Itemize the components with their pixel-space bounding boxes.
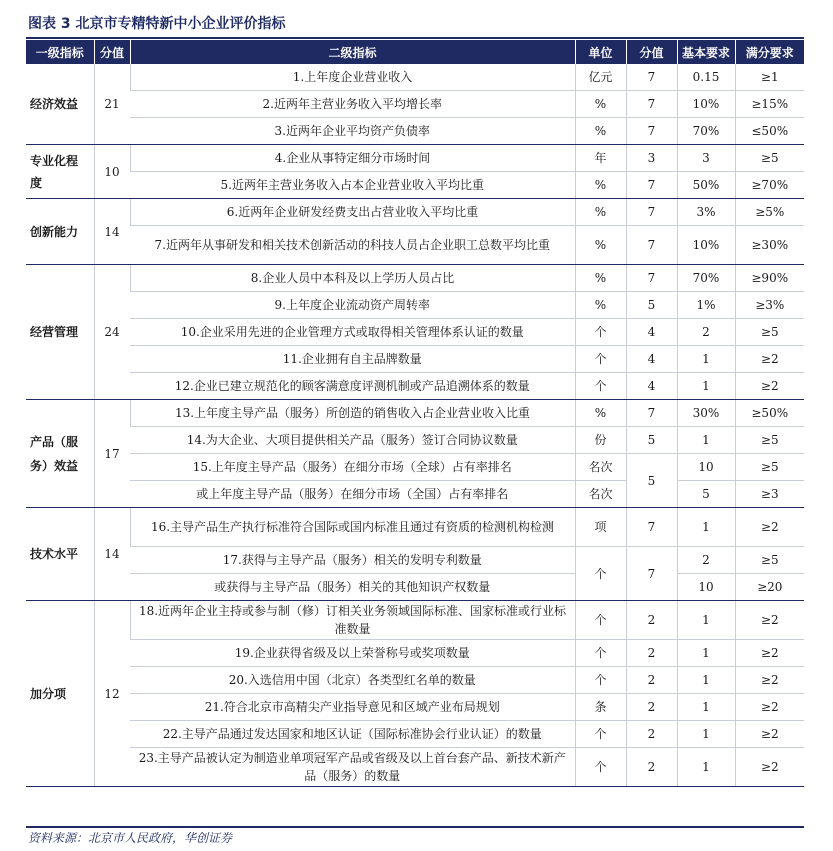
full: ≥70% — [735, 172, 804, 199]
basic: 0.15 — [677, 64, 735, 91]
full: ≥2 — [735, 694, 804, 721]
table-row — [26, 481, 804, 508]
table-row — [26, 319, 804, 346]
basic: 1 — [677, 427, 735, 454]
basic: 3% — [677, 199, 735, 226]
indicator: 23.主导产品被认定为制造业单项冠军产品或省级及以上首台套产品、新技术新产品（服务）的数量 — [130, 748, 575, 787]
table-row — [26, 292, 804, 319]
score: 5 — [626, 454, 677, 508]
table-row — [26, 400, 804, 427]
full: ≥2 — [735, 667, 804, 694]
score: 5 — [626, 427, 677, 454]
group-name: 产品（服务）效益 — [26, 400, 94, 508]
score: 2 — [626, 694, 677, 721]
indicator: 12.企业已建立规范化的顾客满意度评测机制或产品追溯体系的数量 — [130, 373, 575, 400]
indicator: 7.近两年从事研发和相关技术创新活动的科技人员占企业职工总数平均比重 — [130, 226, 575, 265]
indicator: 11.企业拥有自主品牌数量 — [130, 346, 575, 373]
bottom-divider — [26, 826, 804, 828]
unit: 个 — [575, 601, 626, 640]
basic: 5 — [677, 481, 735, 508]
unit: 个 — [575, 319, 626, 346]
basic: 30% — [677, 400, 735, 427]
full: ≥5 — [735, 547, 804, 574]
group-name: 加分项 — [26, 601, 94, 787]
indicator: 9.上年度企业流动资产周转率 — [130, 292, 575, 319]
table-row — [26, 508, 804, 547]
unit: 名次 — [575, 481, 626, 508]
group-name: 经济效益 — [26, 64, 94, 145]
unit: 项 — [575, 508, 626, 547]
table-header-row — [26, 40, 804, 64]
score: 2 — [626, 721, 677, 748]
basic: 1 — [677, 748, 735, 787]
score: 5 — [626, 292, 677, 319]
indicator: 6.近两年企业研发经费支出占营业收入平均比重 — [130, 199, 575, 226]
score: 7 — [626, 91, 677, 118]
table-row — [26, 373, 804, 400]
unit: 名次 — [575, 454, 626, 481]
score: 7 — [626, 547, 677, 601]
header-score: 分值 — [626, 40, 677, 64]
indicator: 10.企业采用先进的企业管理方式或取得相关管理体系认证的数量 — [130, 319, 575, 346]
basic: 1 — [677, 667, 735, 694]
score: 7 — [626, 199, 677, 226]
full: ≥5 — [735, 454, 804, 481]
score: 7 — [626, 508, 677, 547]
full: ≥2 — [735, 601, 804, 640]
full: ≥3 — [735, 481, 804, 508]
basic: 10% — [677, 91, 735, 118]
basic: 70% — [677, 265, 735, 292]
full: ≥5 — [735, 145, 804, 172]
table-row — [26, 454, 804, 481]
indicator: 17.获得与主导产品（服务）相关的发明专利数量 — [130, 547, 575, 574]
score: 2 — [626, 640, 677, 667]
unit: 个 — [575, 748, 626, 787]
basic: 2 — [677, 319, 735, 346]
unit: 年 — [575, 145, 626, 172]
table-row — [26, 346, 804, 373]
indicator: 21.符合北京市高精尖产业指导意见和区域产业布局规划 — [130, 694, 575, 721]
full: ≥50% — [735, 400, 804, 427]
indicator: 5.近两年主营业务收入占本企业营业收入平均比重 — [130, 172, 575, 199]
indicator: 15.上年度主导产品（服务）在细分市场（全球）占有率排名 — [130, 454, 575, 481]
basic: 1 — [677, 694, 735, 721]
table-row — [26, 226, 804, 265]
full: ≥2 — [735, 748, 804, 787]
table-row — [26, 265, 804, 292]
full: ≥20 — [735, 574, 804, 601]
table-row — [26, 694, 804, 721]
group-name: 技术水平 — [26, 508, 94, 601]
unit: % — [575, 199, 626, 226]
score: 2 — [626, 748, 677, 787]
basic: 2 — [677, 547, 735, 574]
table-row — [26, 91, 804, 118]
table-row — [26, 748, 804, 787]
full: ≥5 — [735, 427, 804, 454]
basic: 10% — [677, 226, 735, 265]
indicator: 19.企业获得省级及以上荣誉称号或奖项数量 — [130, 640, 575, 667]
unit: 个 — [575, 547, 626, 601]
indicator: 3.近两年企业平均资产负债率 — [130, 118, 575, 145]
basic: 70% — [677, 118, 735, 145]
header-unit: 单位 — [575, 40, 626, 64]
indicator: 22.主导产品通过发达国家和地区认证（国际标准协会行业认证）的数量 — [130, 721, 575, 748]
score: 4 — [626, 346, 677, 373]
indicator: 4.企业从事特定细分市场时间 — [130, 145, 575, 172]
unit: % — [575, 265, 626, 292]
full: ≥15% — [735, 91, 804, 118]
score: 7 — [626, 64, 677, 91]
full: ≥2 — [735, 640, 804, 667]
table-row — [26, 145, 804, 172]
full: ≥90% — [735, 265, 804, 292]
basic: 1 — [677, 346, 735, 373]
full: ≥30% — [735, 226, 804, 265]
full: ≥5 — [735, 319, 804, 346]
group-name: 创新能力 — [26, 199, 94, 265]
table-row — [26, 574, 804, 601]
group-score: 14 — [94, 508, 130, 601]
group-name: 经营管理 — [26, 265, 94, 400]
unit: 条 — [575, 694, 626, 721]
indicator: 14.为大企业、大项目提供相关产品（服务）签订合同协议数量 — [130, 427, 575, 454]
basic: 1 — [677, 601, 735, 640]
title-divider — [26, 37, 804, 39]
basic: 10 — [677, 454, 735, 481]
indicator: 或上年度主导产品（服务）在细分市场（全国）占有率排名 — [130, 481, 575, 508]
score: 7 — [626, 226, 677, 265]
basic: 10 — [677, 574, 735, 601]
group-score: 12 — [94, 601, 130, 787]
table-row — [26, 667, 804, 694]
basic: 1 — [677, 508, 735, 547]
score: 7 — [626, 265, 677, 292]
header-full: 满分要求 — [735, 40, 804, 64]
header-group-score: 分值 — [94, 40, 130, 64]
group-score: 21 — [94, 64, 130, 145]
indicator: 2.近两年主营业务收入平均增长率 — [130, 91, 575, 118]
basic: 3 — [677, 145, 735, 172]
group-score: 17 — [94, 400, 130, 508]
score: 7 — [626, 172, 677, 199]
unit: 个 — [575, 640, 626, 667]
basic: 1 — [677, 373, 735, 400]
score: 2 — [626, 601, 677, 640]
full: ≥2 — [735, 373, 804, 400]
full: ≥5% — [735, 199, 804, 226]
unit: 份 — [575, 427, 626, 454]
group-score: 24 — [94, 265, 130, 400]
basic: 1 — [677, 640, 735, 667]
unit: % — [575, 91, 626, 118]
unit: 亿元 — [575, 64, 626, 91]
score: 4 — [626, 373, 677, 400]
full: ≤50% — [735, 118, 804, 145]
table-row — [26, 118, 804, 145]
full: ≥2 — [735, 346, 804, 373]
unit: % — [575, 226, 626, 265]
group-score: 10 — [94, 145, 130, 199]
table-row — [26, 199, 804, 226]
table-row — [26, 721, 804, 748]
score: 2 — [626, 667, 677, 694]
source-note: 资料来源：北京市人民政府，华创证券 — [28, 831, 233, 845]
group-score: 14 — [94, 199, 130, 265]
indicator: 8.企业人员中本科及以上学历人员占比 — [130, 265, 575, 292]
full: ≥3% — [735, 292, 804, 319]
header-basic: 基本要求 — [677, 40, 735, 64]
table-row — [26, 427, 804, 454]
unit: 个 — [575, 721, 626, 748]
table-row — [26, 640, 804, 667]
evaluation-table — [26, 40, 804, 787]
indicator: 1.上年度企业营业收入 — [130, 64, 575, 91]
unit: % — [575, 118, 626, 145]
indicator: 16.主导产品生产执行标准符合国际或国内标准且通过有资质的检测机构检测 — [130, 508, 575, 547]
score: 7 — [626, 118, 677, 145]
full: ≥2 — [735, 508, 804, 547]
unit: 个 — [575, 373, 626, 400]
score: 4 — [626, 319, 677, 346]
indicator: 13.上年度主导产品（服务）所创造的销售收入占企业营业收入比重 — [130, 400, 575, 427]
figure-title: 图表 3 北京市专精特新中小企业评价指标 — [28, 16, 286, 32]
unit: 个 — [575, 667, 626, 694]
score: 3 — [626, 145, 677, 172]
basic: 50% — [677, 172, 735, 199]
full: ≥1 — [735, 64, 804, 91]
table-row — [26, 601, 804, 640]
indicator: 20.入选信用中国（北京）各类型红名单的数量 — [130, 667, 575, 694]
header-level2: 二级指标 — [130, 40, 575, 64]
table-row — [26, 547, 804, 574]
score: 7 — [626, 400, 677, 427]
basic: 1% — [677, 292, 735, 319]
table-row — [26, 64, 804, 91]
header-level1: 一级指标 — [26, 40, 94, 64]
indicator: 或获得与主导产品（服务）相关的其他知识产权数量 — [130, 574, 575, 601]
unit: 个 — [575, 346, 626, 373]
indicator: 18.近两年企业主持或参与制（修）订相关业务领域国际标准、国家标准或行业标准数量 — [130, 601, 575, 640]
table-row — [26, 172, 804, 199]
unit: % — [575, 292, 626, 319]
unit: % — [575, 400, 626, 427]
group-name: 专业化程度 — [26, 145, 94, 199]
full: ≥2 — [735, 721, 804, 748]
unit: % — [575, 172, 626, 199]
basic: 1 — [677, 721, 735, 748]
